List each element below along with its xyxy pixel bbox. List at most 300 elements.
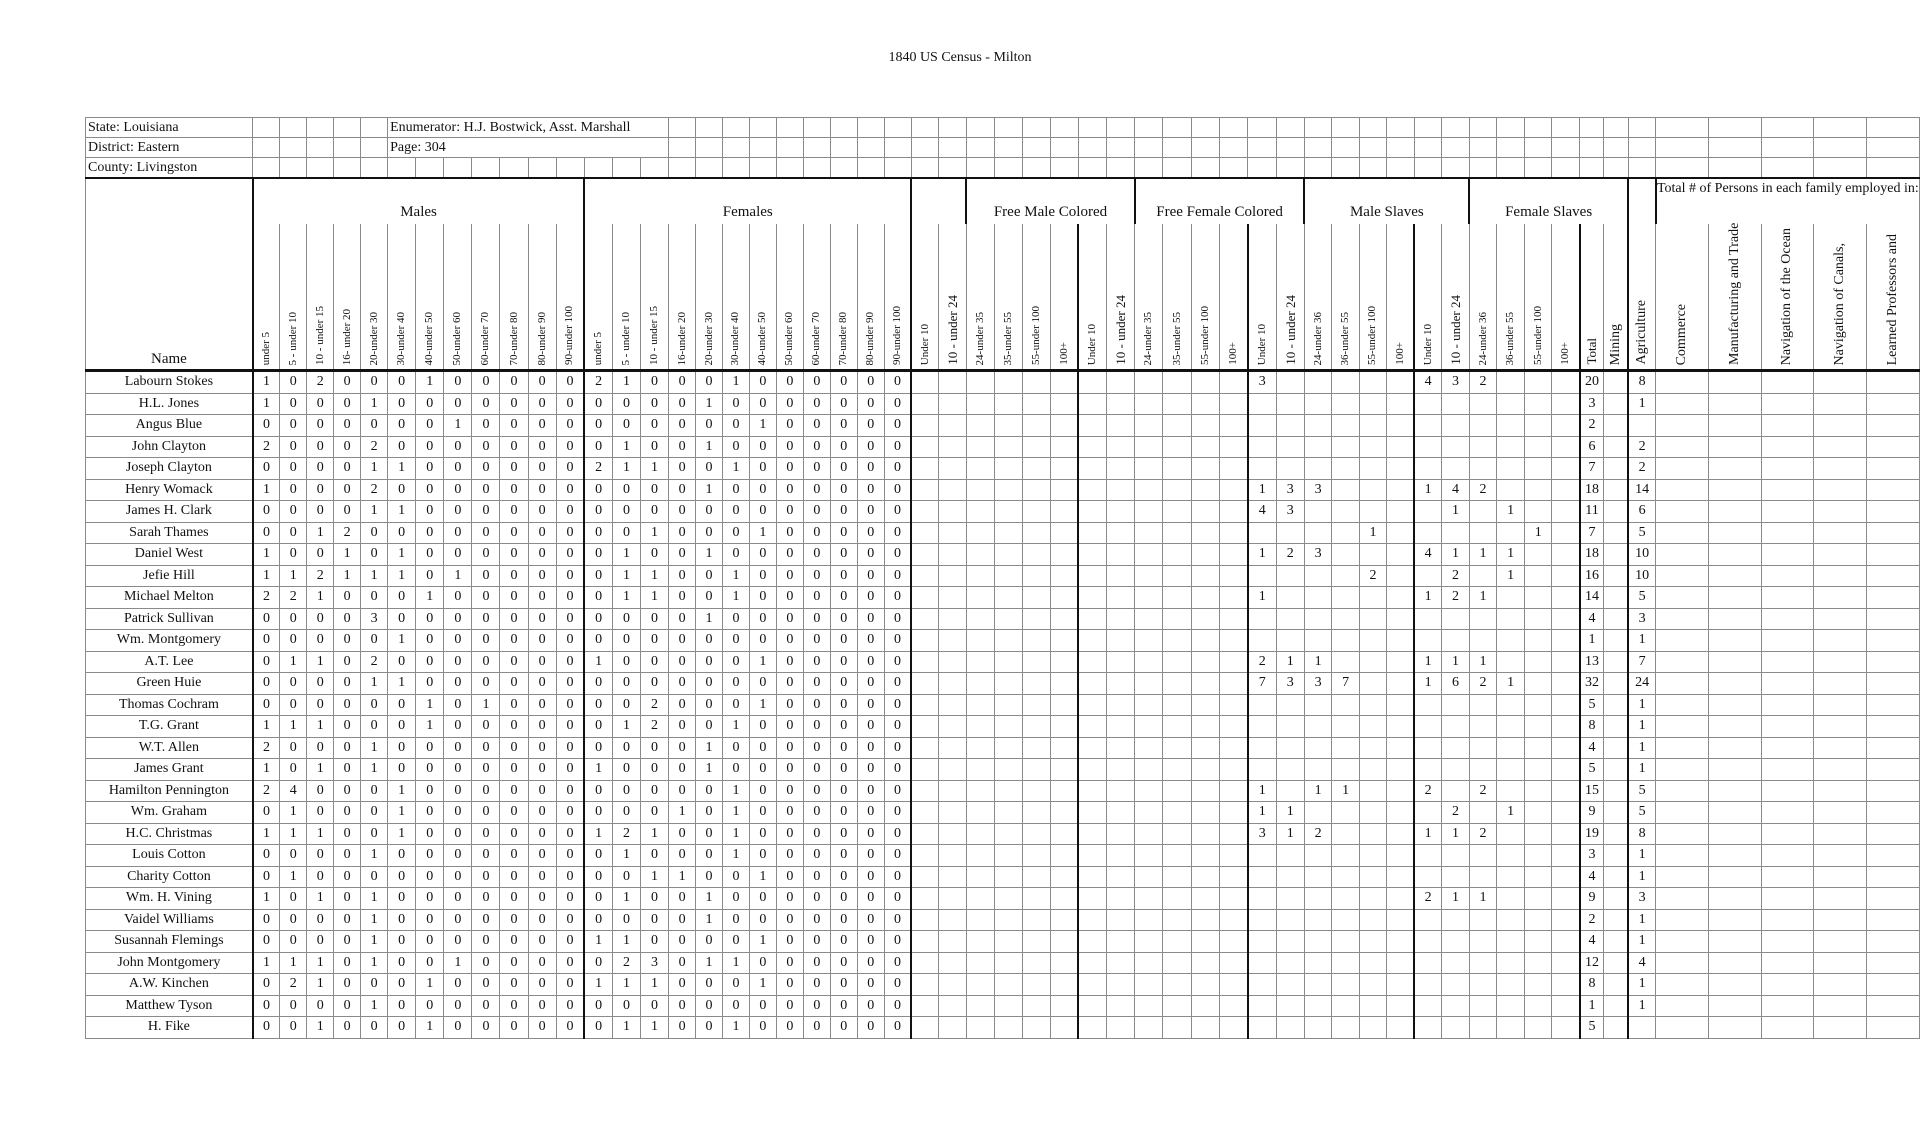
female-count: 0 [749,479,776,501]
male-slave-count [1304,931,1331,953]
fmc-count [939,436,967,458]
male-count: 0 [416,673,444,695]
female-age-header [696,224,723,371]
occupation-count [1761,436,1814,458]
agriculture-count: 1 [1628,931,1656,953]
male-count: 0 [556,952,584,974]
male-slave-count [1332,823,1359,845]
male-slave-count [1387,823,1414,845]
female-count: 0 [776,587,803,609]
female-age-header [612,224,640,371]
blank-cell [1580,138,1604,158]
male-count: 0 [472,436,500,458]
blank-cell [803,118,830,138]
male-slave-count [1276,716,1304,738]
blank-cell [584,158,612,179]
male-count: 0 [472,1017,500,1039]
male-slave-count [1332,371,1359,394]
meta-left: District: Eastern [86,138,253,158]
female-count: 0 [640,544,668,566]
female-count: 0 [584,393,612,415]
female-slave-count: 2 [1414,780,1441,802]
blank-cell [1248,118,1276,138]
female-slave-count [1497,415,1525,437]
occupation-count [1708,630,1761,652]
spacer-header [911,178,966,224]
fmc-count [966,716,994,738]
occupation-count [1814,888,1867,910]
male-count: 0 [416,630,444,652]
male-count: 0 [307,802,334,824]
ffc-count [1107,823,1135,845]
fmc-count [1050,866,1078,888]
occupation-header [1866,224,1919,371]
female-count: 1 [696,608,723,630]
fmc-count [939,694,967,716]
female-age-header-label: 20-under 30 [702,311,715,365]
male-count: 0 [416,501,444,523]
male-slave-count [1248,1017,1276,1039]
fmc-count [966,651,994,673]
male-slave-count [1332,608,1359,630]
blank-cell [1220,138,1248,158]
blank-cell [1656,158,1709,179]
mining-count [1604,587,1628,609]
male-count: 0 [334,371,361,394]
fmc-count [911,501,938,523]
fmc-count [966,974,994,996]
blank-cell [1524,138,1552,158]
ffc-count [1220,737,1248,759]
female-count: 1 [612,587,640,609]
female-count: 0 [803,415,830,437]
female-count: 0 [723,501,750,523]
female-count: 0 [640,888,668,910]
female-count: 1 [640,458,668,480]
female-slave-count [1524,436,1552,458]
fmc-count [966,995,994,1017]
male-count: 0 [280,544,307,566]
occupation-count [1656,888,1709,910]
male-slave-count [1248,952,1276,974]
female-slave-count [1442,436,1470,458]
female-count: 0 [669,823,696,845]
occupation-count [1656,823,1709,845]
ffc-count [1163,823,1191,845]
male-count: 2 [361,651,388,673]
female-count: 0 [612,501,640,523]
female-count: 0 [776,458,803,480]
female-count: 0 [696,716,723,738]
ffc-count [1220,565,1248,587]
male-count: 0 [253,522,280,544]
table-row [86,436,1920,458]
female-count: 0 [857,501,884,523]
female-slave-count [1552,694,1580,716]
ffc-count [1107,587,1135,609]
female-count: 0 [749,802,776,824]
male-slave-count: 1 [1248,544,1276,566]
male-count: 0 [416,759,444,781]
fmc-count [911,608,938,630]
male-slave-count [1248,630,1276,652]
female-age-header [640,224,668,371]
female-count: 0 [830,415,857,437]
mining-count [1604,393,1628,415]
ffc-count [1191,501,1219,523]
female-count: 0 [884,780,911,802]
blank-cell [1580,118,1604,138]
male-count: 0 [472,479,500,501]
occupation-count [1814,393,1867,415]
fs-age-header-label: 55-under 100 [1531,306,1544,365]
females-header: Females [584,178,911,224]
male-age-header-label: 60-under 70 [479,311,492,365]
male-count: 0 [528,995,556,1017]
female-count: 0 [776,995,803,1017]
occupation-count [1866,501,1919,523]
blank-cell [1107,158,1135,179]
ffc-count [1135,694,1163,716]
ffc-count [1107,888,1135,910]
female-count: 0 [584,479,612,501]
ffc-count [1135,608,1163,630]
ffc-count [1191,651,1219,673]
blank-cell [1604,158,1628,179]
occupation-count [1761,802,1814,824]
female-slave-count [1552,974,1580,996]
male-count: 0 [528,780,556,802]
male-count: 0 [528,866,556,888]
female-slave-count [1414,608,1441,630]
person-name: Matthew Tyson [86,995,253,1017]
female-count: 0 [640,737,668,759]
blank-cell [1552,118,1580,138]
female-slave-count: 1 [1497,673,1525,695]
male-count: 2 [280,974,307,996]
male-count: 0 [556,716,584,738]
fmc-count [994,931,1022,953]
fmc-count [939,780,967,802]
fmc-count [911,759,938,781]
occupation-count [1761,651,1814,673]
blank-cell [1163,158,1191,179]
person-name: Patrick Sullivan [86,608,253,630]
male-slave-count [1304,866,1331,888]
male-count: 0 [528,802,556,824]
male-slave-count [1387,716,1414,738]
occupation-count [1761,823,1814,845]
ffc-count [1135,1017,1163,1039]
female-count: 0 [803,630,830,652]
female-age-header [749,224,776,371]
ffc-count [1078,1017,1106,1039]
female-age-header [723,224,750,371]
female-count: 0 [723,608,750,630]
male-slave-count: 3 [1304,479,1331,501]
male-age-header [361,224,388,371]
female-count: 1 [696,737,723,759]
male-slave-count: 1 [1304,651,1331,673]
ffc-count [1078,544,1106,566]
female-count: 0 [803,909,830,931]
mining-count [1604,544,1628,566]
blank-cell [1078,158,1106,179]
occupation-count [1761,694,1814,716]
blank-cell [1022,138,1050,158]
agriculture-count: 1 [1628,737,1656,759]
agriculture-count: 3 [1628,888,1656,910]
female-age-header [776,224,803,371]
female-slave-count [1497,694,1525,716]
male-count: 0 [361,823,388,845]
fmc-count [939,371,967,394]
female-slave-count [1552,479,1580,501]
agriculture-count: 1 [1628,845,1656,867]
fmc-count [966,909,994,931]
female-count: 0 [776,522,803,544]
blank-cell [1866,138,1919,158]
ffc-count [1078,737,1106,759]
ffc-count [1220,909,1248,931]
male-slave-count [1276,393,1304,415]
male-slave-count: 2 [1359,565,1386,587]
male-count: 0 [416,651,444,673]
male-slave-count [1304,802,1331,824]
table-row [86,845,1920,867]
fmc-count [1050,802,1078,824]
female-slave-count [1414,952,1441,974]
agriculture-count: 1 [1628,909,1656,931]
female-slave-count: 1 [1469,888,1497,910]
male-slave-count [1332,544,1359,566]
male-count: 0 [361,694,388,716]
male-slave-count [1276,866,1304,888]
female-count: 2 [612,823,640,845]
female-count: 0 [749,393,776,415]
male-slave-count [1387,415,1414,437]
person-name: Susannah Flemings [86,931,253,953]
blank-cell [857,118,884,138]
male-slave-count [1387,587,1414,609]
male-count: 0 [334,952,361,974]
blank-cell [1191,118,1219,138]
occupation-count [1866,845,1919,867]
male-count: 0 [528,458,556,480]
male-count: 0 [444,716,472,738]
male-count: 0 [444,371,472,394]
male-count: 0 [556,931,584,953]
female-count: 0 [884,565,911,587]
ffc-count [1078,587,1106,609]
female-slave-count [1442,393,1470,415]
male-slave-count [1276,845,1304,867]
female-count: 1 [640,522,668,544]
ffc-count [1220,716,1248,738]
blank-cell [994,138,1022,158]
ffc-count [1220,479,1248,501]
fmc-count [994,952,1022,974]
male-slave-count [1332,931,1359,953]
ffc-count [1191,587,1219,609]
female-count: 0 [884,866,911,888]
ffc-age-header-label: 35-under 55 [1170,311,1183,365]
female-age-header-label: 40-under 50 [756,311,769,365]
male-count: 0 [528,436,556,458]
total-count: 15 [1580,780,1604,802]
blank-cell [696,118,723,138]
blank-cell [1191,158,1219,179]
ffc-count [1135,522,1163,544]
male-count: 0 [528,845,556,867]
blank-cell [749,158,776,179]
male-count: 0 [472,802,500,824]
female-count: 1 [749,974,776,996]
male-slave-count: 3 [1304,544,1331,566]
male-count: 0 [280,737,307,759]
female-count: 0 [584,587,612,609]
male-count: 0 [500,565,528,587]
male-slave-count: 1 [1304,780,1331,802]
fmc-count [1050,737,1078,759]
agriculture-count: 5 [1628,522,1656,544]
female-count: 0 [723,415,750,437]
fmc-count [911,888,938,910]
female-slave-count [1552,587,1580,609]
ffc-count [1191,415,1219,437]
female-slave-count [1469,802,1497,824]
female-slave-count [1497,888,1525,910]
occupation-count [1814,565,1867,587]
female-count: 0 [749,544,776,566]
male-slave-count [1276,587,1304,609]
meta-row [86,118,1920,138]
male-slave-count [1304,845,1331,867]
fmc-count [1050,1017,1078,1039]
table-row [86,415,1920,437]
female-slave-count: 2 [1442,565,1470,587]
female-count: 0 [749,608,776,630]
female-slave-count [1414,522,1441,544]
blank-cell [1332,138,1359,158]
blank-cell [803,138,830,158]
female-count: 0 [830,716,857,738]
blank-cell [1359,138,1386,158]
person-name: Louis Cotton [86,845,253,867]
male-count: 0 [500,974,528,996]
occupation-count [1656,630,1709,652]
agriculture-count: 1 [1628,694,1656,716]
female-slave-count [1497,845,1525,867]
fmc-count [1022,544,1050,566]
ffc-count [1191,673,1219,695]
female-slave-count: 2 [1469,673,1497,695]
male-count: 1 [361,759,388,781]
female-count: 1 [696,544,723,566]
ffc-count [1191,1017,1219,1039]
male-slave-count [1359,974,1386,996]
female-slave-count [1497,587,1525,609]
female-slaves-header: Female Slaves [1469,178,1628,224]
ffc-count [1107,479,1135,501]
male-count: 1 [280,866,307,888]
blank-cell [911,138,938,158]
female-count: 0 [640,479,668,501]
female-count: 0 [723,995,750,1017]
female-slave-count: 1 [1442,823,1470,845]
male-count: 1 [361,737,388,759]
male-count: 0 [528,1017,556,1039]
agriculture-count: 1 [1628,974,1656,996]
male-count: 0 [280,371,307,394]
blank-cell [1469,158,1497,179]
blank-cell [1708,118,1761,138]
table-row [86,565,1920,587]
fmc-count [911,995,938,1017]
ffc-count [1191,458,1219,480]
female-slave-count [1552,716,1580,738]
ffc-count [1191,845,1219,867]
male-slave-count [1387,630,1414,652]
fmc-count [939,393,967,415]
female-slave-count [1497,716,1525,738]
person-name: James Grant [86,759,253,781]
ms-age-header [1276,224,1304,371]
male-count: 1 [280,952,307,974]
female-slave-count [1552,415,1580,437]
female-count: 1 [723,716,750,738]
male-count: 0 [388,845,416,867]
male-slave-count [1304,608,1331,630]
occupation-count [1814,802,1867,824]
female-slave-count [1414,565,1441,587]
male-count: 0 [334,780,361,802]
fmc-count [1050,415,1078,437]
fmc-count [994,802,1022,824]
female-count: 0 [803,974,830,996]
female-count: 0 [884,694,911,716]
female-count: 0 [640,845,668,867]
male-count: 0 [388,587,416,609]
occupation-count [1866,436,1919,458]
ffc-count [1191,802,1219,824]
male-count: 0 [307,436,334,458]
table-row [86,501,1920,523]
ffc-age-header [1163,224,1191,371]
blank-cell [994,118,1022,138]
total-count: 9 [1580,888,1604,910]
female-count: 0 [776,866,803,888]
male-count: 0 [528,888,556,910]
female-count: 0 [857,931,884,953]
male-count: 0 [307,630,334,652]
female-count: 1 [669,802,696,824]
female-count: 0 [830,393,857,415]
ffc-count [1078,522,1106,544]
blank-cell [1191,138,1219,158]
male-count: 0 [361,866,388,888]
female-slave-count [1497,737,1525,759]
female-count: 0 [696,522,723,544]
occupation-count [1866,866,1919,888]
female-slave-count [1414,909,1441,931]
ffc-count [1163,565,1191,587]
female-count: 0 [857,909,884,931]
female-count: 0 [584,888,612,910]
female-count: 0 [803,673,830,695]
ffc-count [1107,974,1135,996]
fmc-count [966,393,994,415]
